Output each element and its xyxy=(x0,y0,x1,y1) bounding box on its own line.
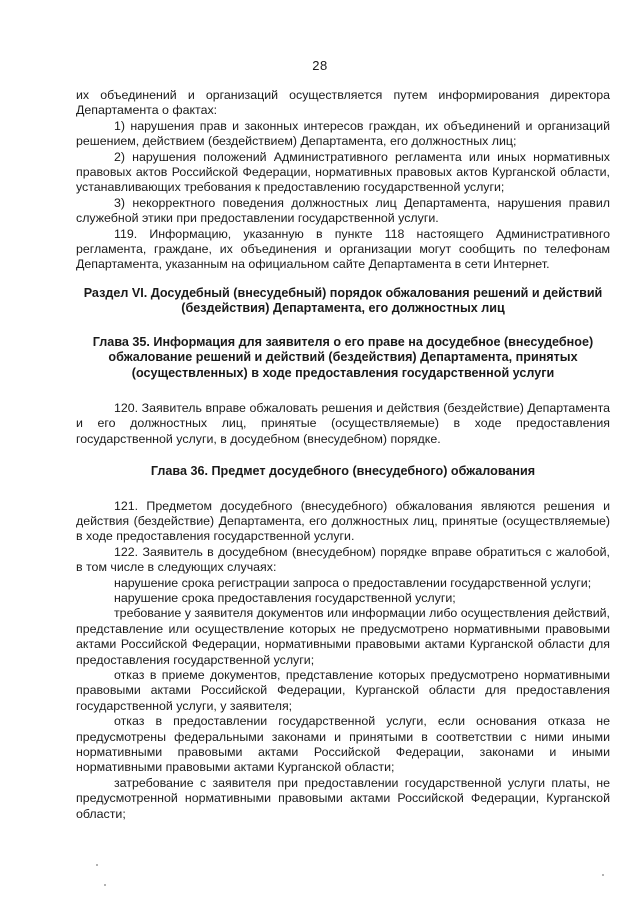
case-item: требование у заявителя документов или информации либо осуществления действий, представление или осуществление которых не предусмотрено нормативными правовыми актами Российской Федерации, нормативными правовыми актами Курганской области для предоставления государственной услуги; xyxy=(76,606,610,667)
scan-speck xyxy=(96,864,98,866)
chapter-35-heading: Глава 35. Информация для заявителя о его праве на досудебное (внесудебное) обжалование решений и действий (бездействия) Департамента, принятых (осуществленных) в ходе предоставления государственной услуги xyxy=(92,334,594,380)
section-heading: Раздел VI. Досудебный (внесудебный) порядок обжалования решений и действий (бездействия) Департамента, его должностных лиц xyxy=(83,285,603,316)
paragraph-item-1: 1) нарушения прав и законных интересов граждан, их объединений и организаций решением, действием (бездействием) Департамента, его должностных лиц; xyxy=(76,118,610,149)
page-number: 28 xyxy=(312,58,328,73)
paragraph-continuation: их объединений и организаций осуществляется путем информирования директора Департамента о фактах: xyxy=(76,88,610,118)
paragraph-item-2: 2) нарушения положений Административного регламента или иных нормативных правовых актов Российской Федерации, нормативных правовых актов Курганской области, устанавливающих требования к предоставлению государственной услуги; xyxy=(76,149,610,195)
case-item: нарушение срока регистрации запроса о предоставлении государственной услуги; xyxy=(114,575,592,590)
paragraph-119: 119. Информацию, указанную в пункте 118 настоящего Административного регламента, граждане, их объединения и организации могут сообщить по телефонам Департамента, указанным на официальном сайте Департамента в сети Интернет. xyxy=(76,226,610,272)
case-item: затребование с заявителя при предоставлении государственной услуги платы, не предусмотренной нормативными правовыми актами Российской Федерации, Курганской области; xyxy=(76,775,610,821)
paragraph-121: 121. Предметом досудебного (внесудебного) обжалования являются решения и действия (бездействие) Департамента, его должностных лиц, принятые (осуществляемые) в ходе предоставления государственной услуги. xyxy=(76,498,610,544)
paragraph-item-3: 3) некорректного поведения должностных лиц Департамента, нарушения правил служебной этики при предоставлении государственной услуги. xyxy=(76,195,610,226)
case-item: отказ в предоставлении государственной услуги, если основания отказа не предусмотрены федеральными законами и принятыми в соответствии с ними иными нормативными правовыми актами Российской Федерации, законами и иными нормативными правовыми актами Курганской области; xyxy=(76,714,610,775)
paragraph-120: 120. Заявитель вправе обжаловать решения и действия (бездействие) Департамента и его должностных лиц, принятые (осуществляемые) в ходе предоставления государственной услуги, в досудебном (внесудебном) порядке. xyxy=(76,400,610,446)
scan-speck xyxy=(104,884,106,886)
paragraph-122: 122. Заявитель в досудебном (внесудебном) порядке вправе обратиться с жалобой, в том числе в следующих случаях: xyxy=(76,544,610,575)
chapter-36-heading: Глава 36. Предмет досудебного (внесудебного) обжалования xyxy=(150,464,536,479)
document-body xyxy=(76,88,610,822)
case-item: нарушение срока предоставления государственной услуги; xyxy=(114,590,456,605)
case-item: отказ в приеме документов, представление которых предусмотрено нормативными правовыми актами Российской Федерации, Курганской области для предоставления государственной услуги, у заявителя; xyxy=(76,668,610,713)
scan-speck xyxy=(602,874,604,876)
